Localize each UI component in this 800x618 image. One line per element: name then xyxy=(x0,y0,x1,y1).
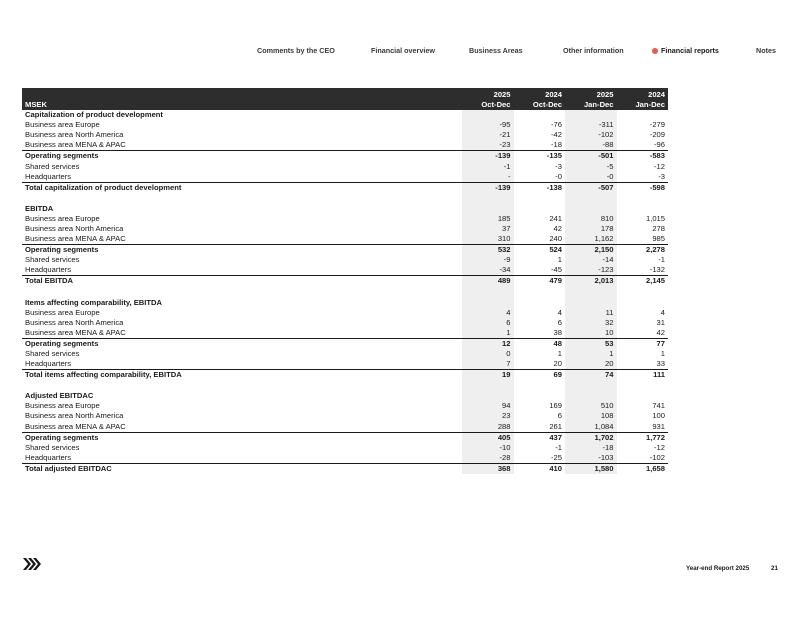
value-cell: 37 xyxy=(462,224,514,234)
spacer-cell xyxy=(565,380,617,391)
section-title: Capitalization of product development xyxy=(25,110,163,120)
value-cell: 405 xyxy=(462,432,514,443)
value-cell: -1 xyxy=(555,442,562,452)
value-cell: 94 xyxy=(462,401,514,411)
value-cell: 10 xyxy=(565,328,617,339)
value-cell: -25 xyxy=(551,452,562,462)
value-cell: -14 xyxy=(565,255,617,265)
value-cell: -34 xyxy=(462,265,514,276)
table-row xyxy=(22,224,668,234)
value-cell: -12 xyxy=(654,442,665,452)
value-cell: 32 xyxy=(565,318,617,328)
spacer-row xyxy=(22,193,668,204)
table-body xyxy=(22,110,668,474)
value-cell: -279 xyxy=(649,120,665,130)
value-cell: 532 xyxy=(462,245,514,256)
value-cell: 6 xyxy=(557,317,562,327)
value-cell: -139 xyxy=(462,182,514,193)
spacer-cell xyxy=(565,287,617,298)
value-cell: -18 xyxy=(565,443,617,453)
value-cell: 1,772 xyxy=(617,432,669,443)
value-cell: -1 xyxy=(462,161,514,171)
table-row xyxy=(22,255,668,265)
subtotal-row xyxy=(22,151,668,162)
row-label: Business area North America xyxy=(25,317,124,327)
value-cell: 108 xyxy=(565,411,617,421)
value-cell: 7 xyxy=(462,359,514,370)
value-cell: -45 xyxy=(551,265,562,275)
value-cell: 310 xyxy=(462,234,514,245)
value-cell: -132 xyxy=(649,265,665,275)
value-cell: 240 xyxy=(549,234,562,244)
spacer-cell xyxy=(22,380,462,391)
empty-cell xyxy=(565,110,617,120)
value-cell: 2,150 xyxy=(565,245,617,256)
value-cell: -96 xyxy=(654,140,665,150)
year-header: 2025 xyxy=(493,89,511,99)
row-label: Headquarters xyxy=(25,359,72,369)
table-row xyxy=(22,318,668,328)
row-label: Business area Europe xyxy=(25,307,100,317)
section-title: Adjusted EBITDAC xyxy=(25,391,94,401)
row-label: Business area MENA & APAC xyxy=(25,327,126,337)
spacer-cell xyxy=(462,380,514,391)
period-header: Oct-Dec xyxy=(481,99,511,109)
table-row xyxy=(22,453,668,464)
table-row xyxy=(22,234,668,245)
row-label: Business area North America xyxy=(25,411,124,421)
value-cell: 169 xyxy=(549,401,562,411)
table-header xyxy=(22,88,668,110)
value-cell: -102 xyxy=(565,130,617,140)
subtotal-row xyxy=(22,432,668,443)
value-cell: -598 xyxy=(617,182,669,193)
spacer-cell xyxy=(462,287,514,298)
row-label: Headquarters xyxy=(25,265,72,275)
value-cell: 23 xyxy=(462,411,514,421)
row-label: Operating segments xyxy=(22,432,462,443)
value-cell: 12 xyxy=(462,338,514,349)
value-cell: 524 xyxy=(514,245,566,256)
value-cell: -9 xyxy=(462,255,514,265)
value-cell: -23 xyxy=(462,140,514,151)
segment-table xyxy=(22,88,668,474)
subtotal-row xyxy=(22,463,668,474)
row-label: Shared services xyxy=(25,255,80,265)
value-cell: -103 xyxy=(565,453,617,464)
empty-cell xyxy=(565,204,617,214)
empty-cell xyxy=(617,110,669,120)
row-label: Shared services xyxy=(25,161,80,171)
subtotal-row xyxy=(22,245,668,256)
value-cell: 4 xyxy=(557,307,562,317)
value-cell: 20 xyxy=(553,359,562,369)
empty-cell xyxy=(462,298,514,308)
value-cell: 810 xyxy=(565,214,617,224)
section-heading-row xyxy=(22,110,668,120)
year-header: 2024 xyxy=(648,89,665,99)
value-cell: -28 xyxy=(462,453,514,464)
value-cell: 42 xyxy=(656,327,665,337)
empty-cell xyxy=(565,298,617,308)
row-label: Headquarters xyxy=(25,452,72,462)
year-header: 2025 xyxy=(596,89,614,99)
value-cell: -1 xyxy=(658,255,665,265)
table-row xyxy=(22,411,668,421)
value-cell: -138 xyxy=(514,182,566,193)
value-cell: 31 xyxy=(656,317,665,327)
row-label: Business area Europe xyxy=(25,120,100,130)
period-header: Jan-Dec xyxy=(635,99,665,109)
value-cell: -209 xyxy=(649,130,665,140)
value-cell: 178 xyxy=(565,224,617,234)
table-row xyxy=(22,308,668,318)
value-cell: 931 xyxy=(652,421,665,431)
value-cell: -583 xyxy=(617,151,669,162)
value-cell: 100 xyxy=(652,411,665,421)
value-cell: 69 xyxy=(514,370,566,381)
spacer-cell xyxy=(462,193,514,204)
value-cell: -123 xyxy=(565,265,617,276)
subtotal-row xyxy=(22,370,668,381)
empty-cell xyxy=(565,391,617,401)
subtotal-row xyxy=(22,338,668,349)
table-row xyxy=(22,140,668,151)
table-row xyxy=(22,328,668,339)
table-row xyxy=(22,422,668,433)
nav-business-areas[interactable]: Business Areas xyxy=(469,46,523,55)
value-cell: 20 xyxy=(565,359,617,370)
section-heading-row xyxy=(22,204,668,214)
value-cell: -135 xyxy=(514,151,566,162)
value-cell: 2,145 xyxy=(617,276,669,287)
active-dot-icon xyxy=(652,48,658,54)
value-cell: 1,015 xyxy=(645,213,665,223)
row-label: Business area MENA & APAC xyxy=(25,234,126,244)
value-cell: 4 xyxy=(660,307,665,317)
row-label: Business area MENA & APAC xyxy=(25,421,126,431)
row-label: Business area Europe xyxy=(25,401,100,411)
empty-cell xyxy=(462,110,514,120)
row-label: Shared services xyxy=(25,349,80,359)
value-cell: -139 xyxy=(462,151,514,162)
value-cell: -3 xyxy=(658,171,665,181)
value-cell: 288 xyxy=(462,422,514,433)
value-cell: 2,013 xyxy=(565,276,617,287)
value-cell: -88 xyxy=(565,140,617,151)
value-cell: -95 xyxy=(462,120,514,130)
nav-comments-by-ceo[interactable]: Comments by the CEO xyxy=(257,46,335,55)
row-label: Business area Europe xyxy=(25,213,100,223)
value-cell: 368 xyxy=(462,463,514,474)
nav-other-information[interactable]: Other information xyxy=(563,46,624,55)
spacer-cell xyxy=(617,380,669,391)
section-title: Items affecting comparability, EBITDA xyxy=(25,297,162,307)
value-cell: -102 xyxy=(649,452,665,462)
value-cell: 111 xyxy=(617,370,669,381)
value-cell: 77 xyxy=(617,338,669,349)
value-cell: -76 xyxy=(551,120,562,130)
value-cell: -0 xyxy=(555,171,562,181)
value-cell: 1 xyxy=(660,349,665,359)
value-cell: 1,162 xyxy=(565,234,617,245)
nav-financial-overview[interactable]: Financial overview xyxy=(371,46,435,55)
unit-label: MSEK xyxy=(25,99,47,109)
spacer-cell xyxy=(22,193,462,204)
table-row xyxy=(22,161,668,171)
empty-cell xyxy=(462,204,514,214)
value-cell: 741 xyxy=(652,401,665,411)
value-cell: 19 xyxy=(462,370,514,381)
company-logo-icon xyxy=(22,557,42,571)
page-number: 21 xyxy=(771,565,778,572)
value-cell: 410 xyxy=(514,463,566,474)
spacer-cell xyxy=(514,287,566,298)
row-label: Shared services xyxy=(25,442,80,452)
spacer-cell xyxy=(514,193,566,204)
empty-cell xyxy=(617,298,669,308)
value-cell: 510 xyxy=(565,401,617,411)
row-label: Operating segments xyxy=(22,245,462,256)
value-cell: 38 xyxy=(553,327,562,337)
value-cell: 48 xyxy=(514,338,566,349)
empty-cell xyxy=(514,110,566,120)
value-cell: 1,702 xyxy=(565,432,617,443)
spacer-row xyxy=(22,380,668,391)
empty-cell xyxy=(514,298,566,308)
value-cell: -311 xyxy=(565,120,617,130)
value-cell: 1 xyxy=(557,349,562,359)
value-cell: -5 xyxy=(565,161,617,171)
value-cell: -21 xyxy=(462,130,514,140)
row-label: Operating segments xyxy=(22,338,462,349)
row-label: Total adjusted EBITDAC xyxy=(22,463,462,474)
nav-notes[interactable]: Notes xyxy=(756,46,776,55)
value-cell: -3 xyxy=(555,161,562,171)
row-label: Total EBITDA xyxy=(22,276,462,287)
value-cell: 185 xyxy=(462,214,514,224)
spacer-cell xyxy=(617,287,669,298)
value-cell: 1,658 xyxy=(617,463,669,474)
value-cell: 261 xyxy=(549,421,562,431)
spacer-row xyxy=(22,287,668,298)
value-cell: 1,580 xyxy=(565,463,617,474)
value-cell: 1 xyxy=(462,328,514,339)
value-cell: 278 xyxy=(652,223,665,233)
spacer-cell xyxy=(565,193,617,204)
row-label: Total capitalization of product development xyxy=(22,182,462,193)
table-row xyxy=(22,359,668,370)
value-cell: 2,278 xyxy=(617,245,669,256)
value-cell: -10 xyxy=(462,443,514,453)
table-row xyxy=(22,130,668,140)
section-heading-row xyxy=(22,298,668,308)
row-label: Business area MENA & APAC xyxy=(25,140,126,150)
table-row xyxy=(22,401,668,411)
value-cell: -42 xyxy=(551,130,562,140)
row-label: Total items affecting comparability, EBITDA xyxy=(22,370,462,381)
section-title: EBITDA xyxy=(25,203,54,213)
value-cell: 1 xyxy=(565,349,617,359)
nav-financial-reports-label: Financial reports xyxy=(661,46,719,55)
value-cell: 74 xyxy=(565,370,617,381)
subtotal-row xyxy=(22,182,668,193)
value-cell: 437 xyxy=(514,432,566,443)
value-cell: 6 xyxy=(462,318,514,328)
row-label: Business area North America xyxy=(25,223,124,233)
value-cell: 985 xyxy=(652,234,665,244)
value-cell: 241 xyxy=(549,213,562,223)
value-cell: 1,084 xyxy=(565,422,617,433)
empty-cell xyxy=(617,204,669,214)
value-cell: 4 xyxy=(462,308,514,318)
empty-cell xyxy=(617,391,669,401)
section-heading-row xyxy=(22,391,668,401)
table-row xyxy=(22,120,668,130)
spacer-cell xyxy=(22,287,462,298)
value-cell: 489 xyxy=(462,276,514,287)
value-cell: -501 xyxy=(565,151,617,162)
value-cell: 6 xyxy=(557,411,562,421)
value-cell: - xyxy=(462,172,514,183)
year-header: 2024 xyxy=(545,89,562,99)
spacer-cell xyxy=(617,193,669,204)
value-cell: 53 xyxy=(565,338,617,349)
value-cell: 42 xyxy=(553,223,562,233)
value-cell: 11 xyxy=(565,308,617,318)
table-row xyxy=(22,349,668,359)
row-label: Business area North America xyxy=(25,130,124,140)
spacer-cell xyxy=(514,380,566,391)
table-row xyxy=(22,443,668,453)
value-cell: -0 xyxy=(565,172,617,183)
empty-cell xyxy=(514,204,566,214)
value-cell: 1 xyxy=(557,255,562,265)
table-row xyxy=(22,172,668,183)
nav-financial-reports[interactable] xyxy=(652,46,719,55)
value-cell: -12 xyxy=(654,161,665,171)
value-cell: 33 xyxy=(656,359,665,369)
value-cell: -507 xyxy=(565,182,617,193)
row-label: Operating segments xyxy=(22,151,462,162)
period-header: Oct-Dec xyxy=(532,99,562,109)
value-cell: 0 xyxy=(462,349,514,359)
row-label: Headquarters xyxy=(25,171,72,181)
table-row xyxy=(22,265,668,276)
subtotal-row xyxy=(22,276,668,287)
period-header: Jan-Dec xyxy=(583,99,614,109)
value-cell: -18 xyxy=(551,140,562,150)
report-title: Year-end Report 2025 xyxy=(686,565,750,572)
top-navigation xyxy=(0,46,800,60)
table-row xyxy=(22,214,668,224)
value-cell: 479 xyxy=(514,276,566,287)
empty-cell xyxy=(514,391,566,401)
empty-cell xyxy=(462,391,514,401)
